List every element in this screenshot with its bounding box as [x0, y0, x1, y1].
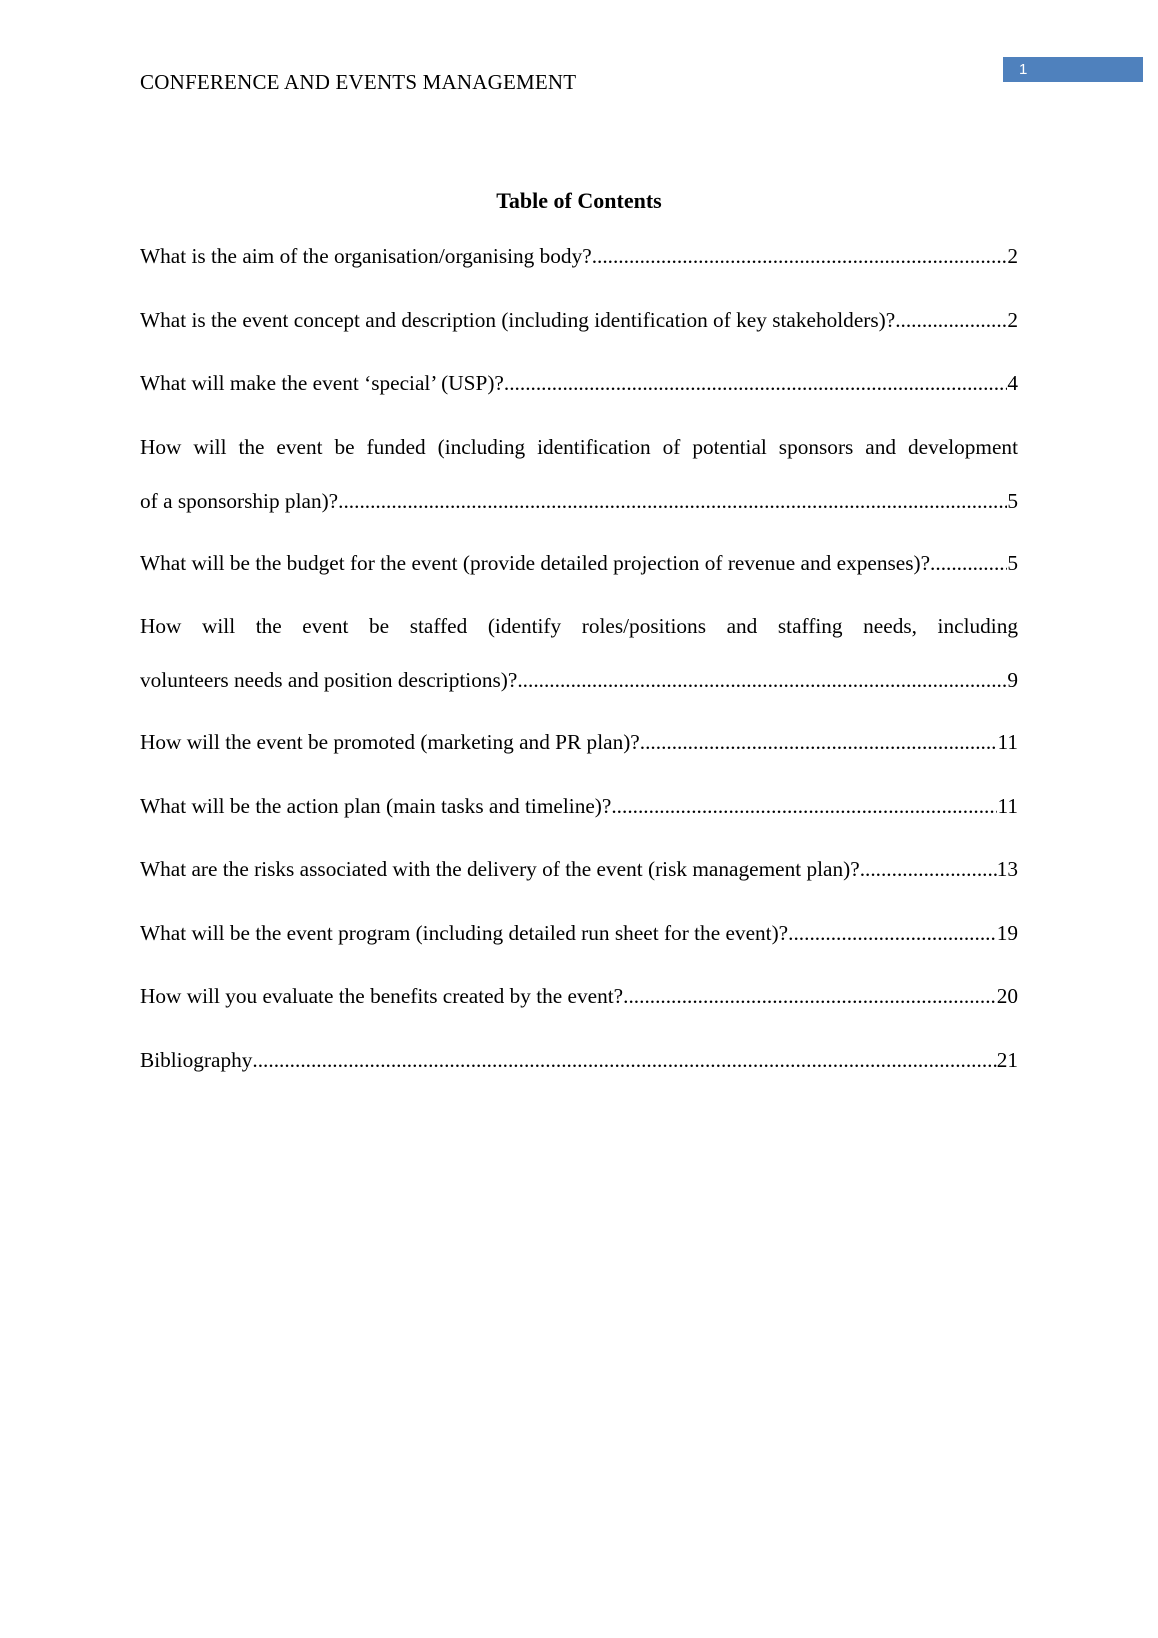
toc-entry-action-plan[interactable]: [140, 790, 1018, 854]
toc-leader-dots: [860, 853, 997, 886]
toc-entry-text: What is the aim of the organisation/organising body?: [140, 244, 592, 268]
toc-entry-text: How will you evaluate the benefits created by the event?: [140, 984, 624, 1008]
toc-entry-text-line1: How will the event be staffed (identify roles/positions and staffing needs, including: [140, 614, 1018, 638]
toc-entry-text-line2: of a sponsorship plan)?: [140, 488, 339, 513]
toc-entry-text-line1: How will the event be funded (including identification of potential sponsors and development: [140, 434, 1018, 459]
toc-list: [140, 240, 1018, 1107]
toc-entry-aim[interactable]: [140, 240, 1018, 304]
toc-entry-page: 11: [997, 793, 1018, 818]
toc-entry-risks[interactable]: [140, 853, 1018, 917]
toc-entry-page: 19: [996, 920, 1018, 945]
toc-entry-text: What will be the action plan (main tasks and timeline)?: [140, 793, 612, 818]
toc-leader-dots: [611, 790, 997, 823]
toc-leader-dots: [788, 917, 997, 950]
toc-entry-text: Bibliography: [140, 1047, 253, 1072]
toc-entry-promotion[interactable]: [140, 726, 1018, 790]
toc-entry-funding[interactable]: [140, 420, 1018, 536]
toc-entry-evaluation[interactable]: [140, 980, 1018, 1044]
toc-title: Table of Contents: [496, 188, 662, 213]
toc-entry-page: 11: [997, 730, 1018, 754]
toc-entry-text: What will make the event ‘special’ (USP)?: [140, 371, 504, 395]
toc-leader-dots: [895, 304, 1007, 337]
toc-entry-staffing[interactable]: [140, 599, 1018, 715]
toc-entry-page: 9: [1007, 668, 1018, 692]
toc-entry-page: 4: [1007, 371, 1018, 395]
toc-leader-dots: [504, 367, 1007, 400]
toc-entry-concept[interactable]: [140, 304, 1018, 368]
toc-leader-dots: [252, 1044, 996, 1077]
toc-entry-bibliography[interactable]: [140, 1044, 1018, 1108]
toc-entry-text-line2: volunteers needs and position descriptions)?: [140, 668, 518, 692]
toc-entry-page: 2: [1007, 307, 1018, 332]
toc-entry-text: What is the event concept and description (including identification of key stakeholders)?: [140, 307, 896, 332]
toc-leader-dots: [338, 474, 1007, 528]
toc-leader-dots: [517, 653, 1007, 707]
toc-leader-dots: [640, 726, 998, 759]
toc-entry-page: 2: [1007, 244, 1018, 268]
toc-entry-text: How will the event be promoted (marketing and PR plan)?: [140, 730, 640, 754]
toc-entry-text: What will be the budget for the event (provide detailed projection of revenue and expenses)?: [140, 550, 931, 575]
page-number-badge: 1: [1003, 57, 1143, 82]
running-head-title: CONFERENCE AND EVENTS MANAGEMENT: [140, 70, 577, 94]
toc-entry-page: 13: [996, 857, 1018, 881]
toc-entry-page: 21: [996, 1047, 1018, 1072]
toc-entry-program[interactable]: [140, 917, 1018, 981]
toc-entry-text: What will be the event program (including detailed run sheet for the event)?: [140, 920, 789, 945]
toc-leader-dots: [930, 547, 1007, 580]
toc-leader-dots: [623, 980, 997, 1013]
toc-entry-page: 20: [996, 984, 1018, 1008]
toc-entry-text: What are the risks associated with the delivery of the event (risk management plan)?: [140, 857, 860, 881]
toc-leader-dots: [592, 240, 1008, 273]
toc-entry-page: 5: [1007, 488, 1018, 513]
toc-entry-page: 5: [1007, 550, 1018, 575]
